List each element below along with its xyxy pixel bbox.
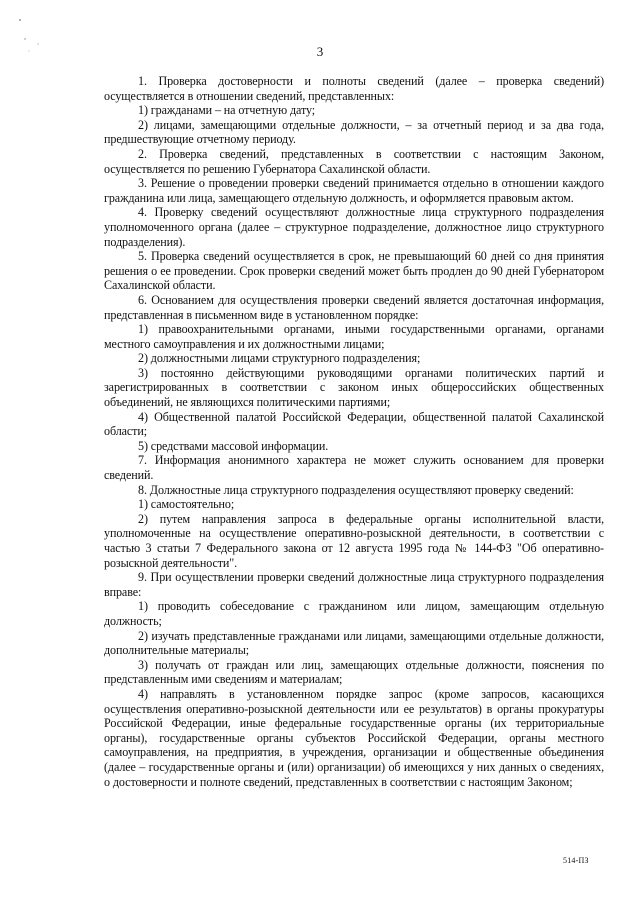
paragraph: 3. Решение о проведении проверки сведений принимается отдельно в отношении каждого гражданина или лица, замещающего отдельную должность, и оформляется правовым актом.: [104, 176, 604, 205]
paragraph: 8. Должностные лица структурного подразделения осуществляют проверку сведений:: [138, 482, 574, 497]
paragraph: 2) изучать представленные гражданами или лицами, замещающими отдельные должности, дополнительные материалы;: [104, 628, 604, 658]
paragraph: 2) путем направления запроса в федеральные органы исполнительной власти, уполномоченные на осуществление оперативно-розыскной деятельности, в соответствии с частью 3 статьи 7 Федерального закона от 12 августа 1995 года № 144-ФЗ "Об оперативно-розыскной деятельности".: [104, 511, 604, 570]
paragraph: 2) должностными лицами структурного подразделения;: [138, 351, 421, 366]
paragraph: 9. При осуществлении проверки сведений должностные лица структурного подразделения вправе:: [104, 570, 604, 599]
paragraph: 1) гражданами – на отчетную дату;: [138, 103, 316, 118]
paragraph: 7. Информация анонимного характера не может служить основанием для проверки сведений.: [104, 453, 604, 483]
paragraph: 1. Проверка достоверности и полноты сведений (далее – проверка сведений) осуществляется в отношении сведений, представленных:: [104, 74, 604, 103]
paragraph: 4) направлять в установленном порядке запрос (кроме запросов, касающихся осуществления оперативно-розыскной деятельности или ее результатов) в органы прокуратуры Российской Федерации, иные федеральные государственные органы (их территориальные органы), государственные органы субъектов Российской Федерации, органы местного самоуправления, на предприятия, в учреждения, организации и общественные объединения (далее – государственные органы и (или) организации) об имеющихся у них данных о сведениях, о достоверности и полноте сведений, представленных в соответствии с настоящим Законом;: [104, 686, 604, 789]
paragraph: 4) Общественной палатой Российской Федерации, общественной палатой Сахалинской области;: [104, 409, 604, 439]
paragraph: 1) правоохранительными органами, иными государственными органами, органами местного самоуправления и их должностными лицами;: [104, 322, 604, 351]
page-number: 3: [316, 44, 324, 59]
paragraph: 3) получать от граждан или лиц, замещающих отдельные должности, пояснения по представленным ими сведениям и материалам;: [104, 657, 604, 687]
paragraph: 2. Проверка сведений, представленных в соответствии с настоящим Законом, осуществляется по решению Губернатора Сахалинской области.: [104, 146, 604, 176]
paragraph: 6. Основанием для осуществления проверки сведений является достаточная информация, представленная в письменном виде в установленном порядке:: [104, 292, 604, 322]
paragraph: 2) лицами, замещающими отдельные должности, – за отчетный период и за два года, предшествующие отчетному периоду.: [104, 117, 604, 147]
document-body: [104, 74, 604, 789]
paragraph: 5) средствами массовой информации.: [138, 438, 329, 453]
paragraph: 1) проводить собеседование с гражданином или лицом, замещающим отдельную должность;: [104, 599, 604, 628]
paragraph: 1) самостоятельно;: [138, 497, 235, 512]
paragraph: 4. Проверку сведений осуществляют должностные лица структурного подразделения уполномоченного органа (далее – структурное подразделение, должностное лицо структурного подразделения).: [104, 205, 604, 249]
document-code: 514-ПЗ: [563, 856, 589, 865]
paragraph: 5. Проверка сведений осуществляется в срок, не превышающий 60 дней со дня принятия решения о ее проведении. Срок проверки сведений может быть продлен до 90 дней Губернатором Сахалинской области.: [104, 249, 604, 293]
paragraph: 3) постоянно действующими руководящими органами политических партий и зарегистрированных в соответствии с законом иных общероссийских общественных объединений, не являющихся политическими партиями;: [104, 365, 604, 410]
